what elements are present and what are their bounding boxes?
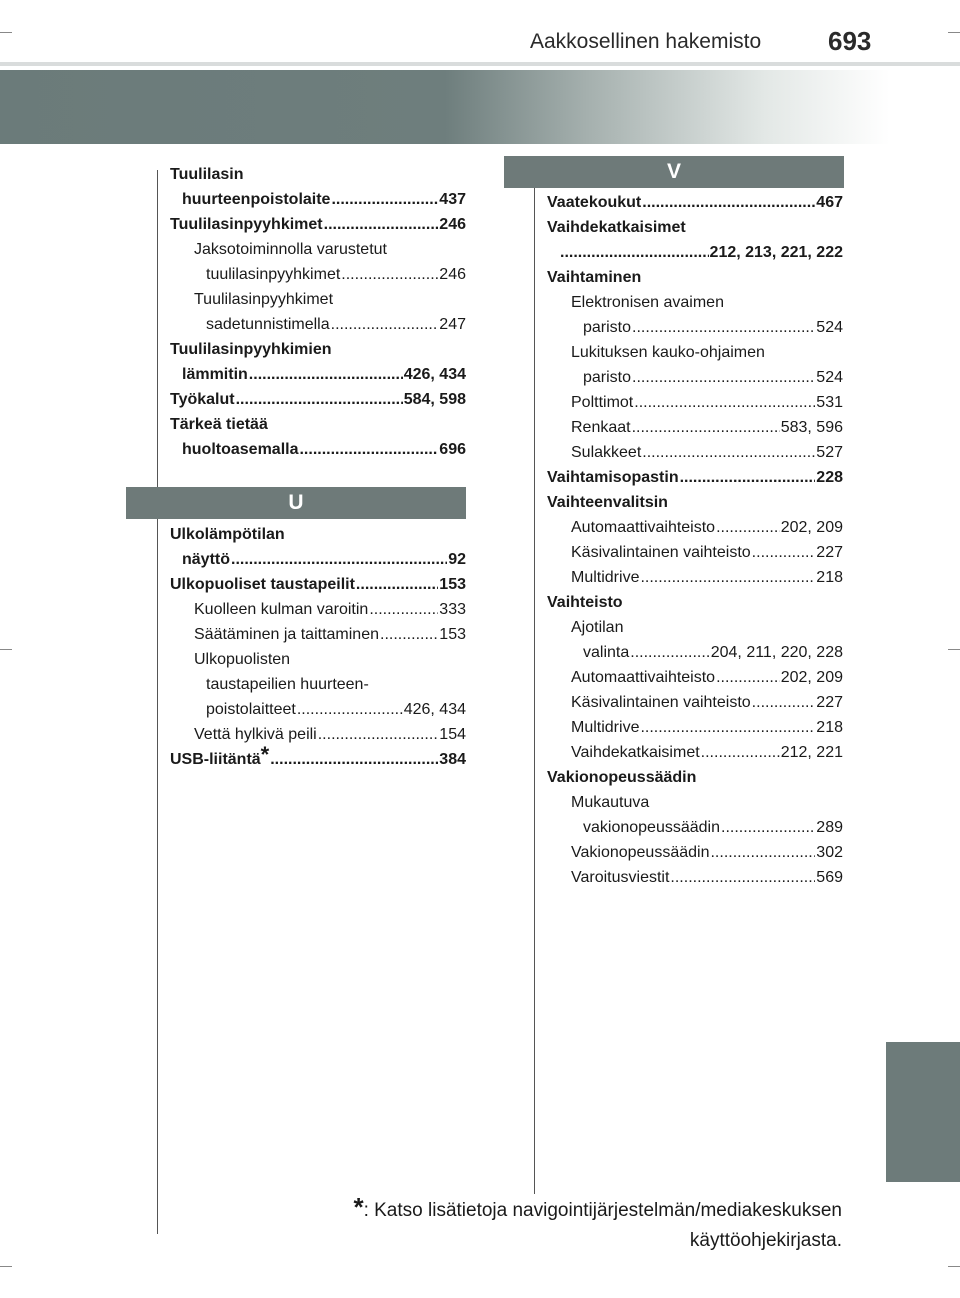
index-entry <box>547 415 843 440</box>
page-ref: 202, 209 <box>780 669 843 686</box>
index-entry <box>547 565 843 590</box>
index-entry <box>547 865 843 890</box>
leader-dots <box>634 390 815 415</box>
page-ref: 204, 211, 220, 228 <box>710 644 843 661</box>
index-term: Multidrive <box>571 569 640 586</box>
index-term: Jaksotoiminnolla varustetut <box>194 241 387 258</box>
leader-dots <box>710 840 815 865</box>
leader-dots <box>642 190 815 215</box>
page-ref: 302 <box>816 844 843 861</box>
left-column-rule <box>157 170 158 1234</box>
index-entry <box>170 522 466 547</box>
page-ref: 212, 221 <box>780 744 843 761</box>
index-term: vakionopeussäädin <box>583 819 720 836</box>
index-entry <box>170 647 466 672</box>
leader-dots <box>630 640 709 665</box>
crop-mark <box>0 649 12 650</box>
footnote-mark: * <box>353 1192 364 1222</box>
index-term: poistolaitteet <box>206 701 296 718</box>
crop-mark <box>948 1266 960 1267</box>
index-term: Tuulilasinpyyhkimet <box>194 291 334 308</box>
index-entry <box>547 340 843 365</box>
index-term: Polttimot <box>571 394 634 411</box>
page-ref: 467 <box>816 194 843 211</box>
index-term: Ulkolämpötilan <box>170 526 285 543</box>
leader-dots <box>721 815 815 840</box>
index-term: Automaattivaihteisto <box>571 669 716 686</box>
index-entry <box>547 190 843 215</box>
crop-mark <box>0 1266 12 1267</box>
page-ref: 531 <box>816 394 843 411</box>
index-entry <box>547 490 843 515</box>
index-entry <box>547 440 843 465</box>
section-header-u: U <box>126 487 466 519</box>
page-ref: 696 <box>439 441 466 458</box>
page-ref: 246 <box>439 216 466 233</box>
footnote-line-2: käyttöohjekirjasta. <box>689 1230 842 1251</box>
header-rule <box>0 62 960 66</box>
page-number: 693 <box>828 26 872 56</box>
index-entry <box>170 262 466 287</box>
index-entry <box>547 240 843 265</box>
index-term: Sulakkeet <box>571 444 642 461</box>
header-banner <box>0 70 890 144</box>
index-term: valinta <box>583 644 630 661</box>
index-term: USB-liitäntä <box>170 751 261 768</box>
leader-dots <box>380 622 438 647</box>
index-entry <box>547 590 843 615</box>
page-ref: 218 <box>816 719 843 736</box>
index-term: Lukituksen kauko-ohjaimen <box>571 344 765 361</box>
page-ref: 228 <box>816 469 843 486</box>
page-ref: 227 <box>816 544 843 561</box>
index-column-left-top <box>170 162 466 462</box>
index-entry <box>170 437 466 462</box>
index-term: Vaatekoukut <box>547 194 642 211</box>
page-ref: 246 <box>439 266 466 283</box>
index-term: Ulkopuoliset taustapeilit <box>170 576 355 593</box>
page-ref: 524 <box>816 369 843 386</box>
index-term: Säätäminen ja taittaminen <box>194 626 379 643</box>
leader-dots <box>632 315 815 340</box>
index-entry <box>547 390 843 415</box>
section-header-v: V <box>504 156 844 188</box>
index-entry <box>547 290 843 315</box>
index-term: tuulilasinpyyhkimet <box>206 266 341 283</box>
index-term: Tuulilasinpyyhkimet <box>170 216 323 233</box>
index-term: Vaihtamisopastin <box>547 469 679 486</box>
page-ref: 218 <box>816 569 843 586</box>
index-entry <box>547 365 843 390</box>
index-entry <box>170 547 466 572</box>
page-ref: 569 <box>816 869 843 886</box>
index-entry <box>547 715 843 740</box>
index-entry <box>547 815 843 840</box>
leader-dots <box>752 690 816 715</box>
index-term: Käsivalintainen vaihteisto <box>571 544 751 561</box>
index-entry <box>547 840 843 865</box>
index-entry <box>170 362 466 387</box>
index-term: Elektronisen avaimen <box>571 294 724 311</box>
page-ref: 524 <box>816 319 843 336</box>
index-term: Kuolleen kulman varoitin <box>194 601 369 618</box>
index-term: Käsivalintainen vaihteisto <box>571 694 751 711</box>
index-term: Tuulilasin <box>170 166 244 183</box>
leader-dots <box>356 572 438 597</box>
page-ref: 583, 596 <box>780 419 843 436</box>
index-term: Työkalut <box>170 391 235 408</box>
leader-dots <box>640 565 815 590</box>
index-entry <box>170 622 466 647</box>
page-ref: 92 <box>448 551 466 568</box>
index-entry <box>547 465 843 490</box>
index-term: Tärkeä tietää <box>170 416 268 433</box>
index-entry <box>170 162 466 187</box>
index-term: Vaihdekatkaisimet <box>547 219 686 236</box>
index-entry <box>547 765 843 790</box>
page-ref: 384 <box>439 751 466 768</box>
leader-dots <box>680 465 816 490</box>
page-ref: 426, 434 <box>403 701 466 718</box>
page-ref: 333 <box>439 601 466 618</box>
index-term: lämmitin <box>182 366 248 383</box>
index-entry <box>547 615 843 640</box>
leader-dots <box>369 597 438 622</box>
index-entry <box>170 697 466 722</box>
index-term: huoltoasemalla <box>182 441 299 458</box>
index-term: Vakionopeussäädin <box>547 769 697 786</box>
page-ref: 426, 434 <box>403 366 466 383</box>
leader-dots <box>560 240 709 265</box>
right-column-rule <box>534 186 535 1194</box>
crop-mark <box>948 649 960 650</box>
index-term: Vaihdekatkaisimet <box>571 744 700 761</box>
leader-dots <box>632 365 815 390</box>
leader-dots <box>236 387 403 412</box>
page-ref: 584, 598 <box>403 391 466 408</box>
leader-dots <box>632 415 780 440</box>
index-term: paristo <box>583 369 632 386</box>
leader-dots <box>249 362 403 387</box>
index-entry <box>170 387 466 412</box>
page-ref: 202, 209 <box>780 519 843 536</box>
leader-dots <box>752 540 816 565</box>
leader-dots <box>642 440 815 465</box>
leader-dots <box>231 547 447 572</box>
leader-dots <box>670 865 815 890</box>
leader-dots <box>640 715 815 740</box>
index-entry <box>170 312 466 337</box>
index-entry <box>170 337 466 362</box>
leader-dots <box>331 312 439 337</box>
page-ref: 153 <box>439 576 466 593</box>
page-ref: 247 <box>439 316 466 333</box>
leader-dots <box>299 437 438 462</box>
index-entry <box>547 740 843 765</box>
crop-mark <box>948 32 960 33</box>
index-term: Ulkopuolisten <box>194 651 291 668</box>
index-term: Vettä hylkivä peili <box>194 726 317 743</box>
index-entry <box>170 287 466 312</box>
page-title: Aakkosellinen hakemisto <box>530 30 762 53</box>
index-entry <box>170 722 466 747</box>
index-term: Automaattivaihteisto <box>571 519 716 536</box>
leader-dots <box>318 722 439 747</box>
index-entry <box>170 672 466 697</box>
leader-dots <box>716 665 780 690</box>
index-term: huurteenpoistolaite <box>182 191 331 208</box>
page-ref: 212, 213, 221, 222 <box>709 244 843 261</box>
index-term: Renkaat <box>571 419 631 436</box>
index-term: Vaihtaminen <box>547 269 642 286</box>
leader-dots <box>324 212 439 237</box>
index-entry <box>547 265 843 290</box>
index-entry <box>170 187 466 212</box>
leader-dots <box>701 740 780 765</box>
footnote-line-1: : Katso lisätietoja navigointijärjestelmän/mediakeskuksen <box>363 1200 842 1221</box>
index-entry <box>547 790 843 815</box>
leader-dots <box>297 697 403 722</box>
index-entry <box>547 515 843 540</box>
page-ref: 527 <box>816 444 843 461</box>
footnote-mark: * <box>260 742 270 767</box>
index-term: Multidrive <box>571 719 640 736</box>
index-term: Vaihteenvalitsin <box>547 494 668 511</box>
page-ref: 437 <box>439 191 466 208</box>
leader-dots <box>331 187 438 212</box>
leader-dots <box>716 515 780 540</box>
footnote <box>353 1192 842 1256</box>
index-column-right <box>547 190 843 890</box>
section-thumb-tab <box>886 1042 960 1182</box>
leader-dots <box>341 262 438 287</box>
index-entry <box>170 572 466 597</box>
index-entry <box>170 597 466 622</box>
index-entry <box>547 640 843 665</box>
index-term: Vakionopeussäädin <box>571 844 710 861</box>
index-term: sadetunnistimella <box>206 316 330 333</box>
index-entry <box>170 412 466 437</box>
index-term: Ajotilan <box>571 619 624 636</box>
index-entry <box>170 212 466 237</box>
index-entry <box>170 237 466 262</box>
page-ref: 153 <box>439 626 466 643</box>
page-ref: 227 <box>816 694 843 711</box>
index-term: Mukautuva <box>571 794 650 811</box>
index-entry-usb <box>170 742 466 772</box>
page-ref: 154 <box>439 726 466 743</box>
index-entry <box>547 540 843 565</box>
index-entry <box>547 315 843 340</box>
index-term: Varoitusviestit <box>571 869 670 886</box>
index-term: Tuulilasinpyyhkimien <box>170 341 332 358</box>
index-term: näyttö <box>182 551 230 568</box>
index-term: taustapeilien huurteen- <box>206 676 369 693</box>
page-ref: 289 <box>816 819 843 836</box>
index-term: Vaihteisto <box>547 594 623 611</box>
index-entry <box>547 690 843 715</box>
index-term: paristo <box>583 319 632 336</box>
crop-mark <box>0 32 12 33</box>
index-entry <box>547 665 843 690</box>
index-column-left-bottom <box>170 522 466 747</box>
index-entry <box>547 215 843 240</box>
